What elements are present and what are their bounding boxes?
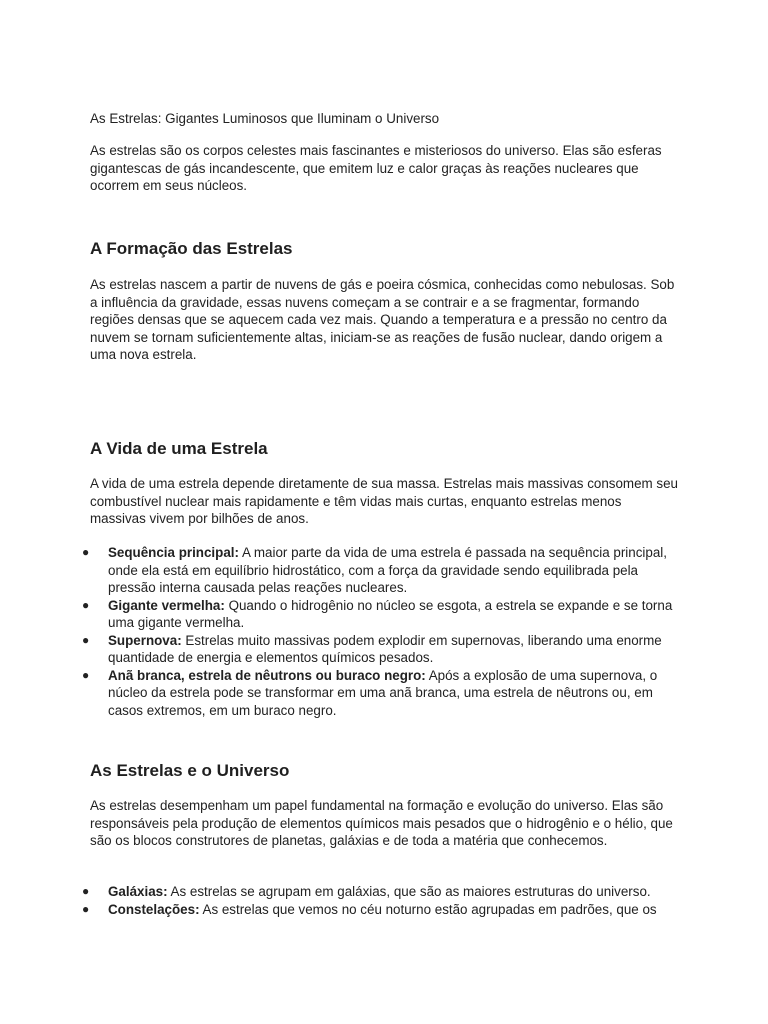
list-item-text: Quando o hidrogênio no núcleo se esgota, a estrela se expande e se torna uma gigante vermelha. xyxy=(108,597,673,630)
bullet-icon: ● xyxy=(82,884,90,898)
section-heading-formation: A Formação das Estrelas xyxy=(90,239,293,258)
list-item xyxy=(82,632,680,667)
list-item-text: As estrelas que vemos no céu noturno estão agrupadas em padrões, que os xyxy=(199,901,657,917)
list-item-term: Supernova: xyxy=(108,632,182,648)
section-body-formation: As estrelas nascem a partir de nuvens de gás e poeira cósmica, conhecidas como nebulosas. Sob a influência da gravidade, essas nuvens começam a se contrair e a se fragmentar, formando regiões densas que se aquecem cada vez mais. Quando a temperatura e a pressão no centro da nuvem se tornam suficientemente altas, iniciam-se as reações de fusão nuclear, dando origem a uma nova estrela. xyxy=(90,277,675,362)
section-body-universe: As estrelas desempenham um papel fundamental na formação e evolução do universo. Elas são responsáveis pela produção de elementos químicos mais pesados que o hidrogênio e o hélio, que são os blocos construtores de planetas, galáxias e de toda a matéria que conhecemos. xyxy=(90,798,673,848)
list-item-text: Após a explosão de uma supernova, o núcleo da estrela pode se transformar em uma anã branca, uma estrela de nêutrons ou, em casos extremos, em um buraco negro. xyxy=(108,667,658,718)
list-item xyxy=(82,667,680,720)
list-item xyxy=(82,883,680,901)
list-item-text: A maior parte da vida de uma estrela é passada na sequência principal, onde ela está em equilíbrio hidrostático, com a força da gravidade sendo equilibrada pela pressão interna causada pelas reações nucleares. xyxy=(108,545,667,595)
bullet-icon: ● xyxy=(82,901,90,916)
list-item-text: Estrelas muito massivas podem explodir em supernovas, liberando uma enorme quantidade de energia e elementos químicos pesados. xyxy=(108,632,662,665)
list-item xyxy=(82,901,680,919)
section-heading-universe: As Estrelas e o Universo xyxy=(90,761,290,780)
list-item-term: Constelações: xyxy=(108,901,200,917)
bullet-icon: ● xyxy=(82,545,90,559)
bullet-icon: ● xyxy=(82,632,90,647)
bullet-icon: ● xyxy=(82,597,90,612)
section-heading-life: A Vida de uma Estrela xyxy=(90,439,268,458)
section-body-life: A vida de uma estrela depende diretamente de sua massa. Estrelas mais massivas consomem seu combustível nuclear mais rapidamente e têm vidas mais curtas, enquanto estrelas menos massivas vivem por bilhões de anos. xyxy=(90,476,678,526)
list-item-term: Galáxias: xyxy=(108,884,168,899)
intro-paragraph: As estrelas são os corpos celestes mais fascinantes e misteriosos do universo. Elas são esferas gigantescas de gás incandescente, que emitem luz e calor graças às reações nucleares que ocorrem em seus núcleos. xyxy=(90,143,662,193)
list-item-term: Gigante vermelha: xyxy=(108,597,225,613)
list-item-term: Anã branca, estrela de nêutrons ou buraco negro: xyxy=(108,667,426,683)
star-universe-list xyxy=(82,883,680,918)
star-lifecycle-list xyxy=(82,544,680,719)
document-title: As Estrelas: Gigantes Luminosos que Iluminam o Universo xyxy=(90,111,440,126)
list-item xyxy=(82,597,680,632)
bullet-icon: ● xyxy=(82,667,90,682)
list-item xyxy=(82,544,680,597)
list-item-text: As estrelas se agrupam em galáxias, que são as maiores estruturas do universo. xyxy=(167,884,651,899)
list-item-term: Sequência principal: xyxy=(108,545,239,560)
